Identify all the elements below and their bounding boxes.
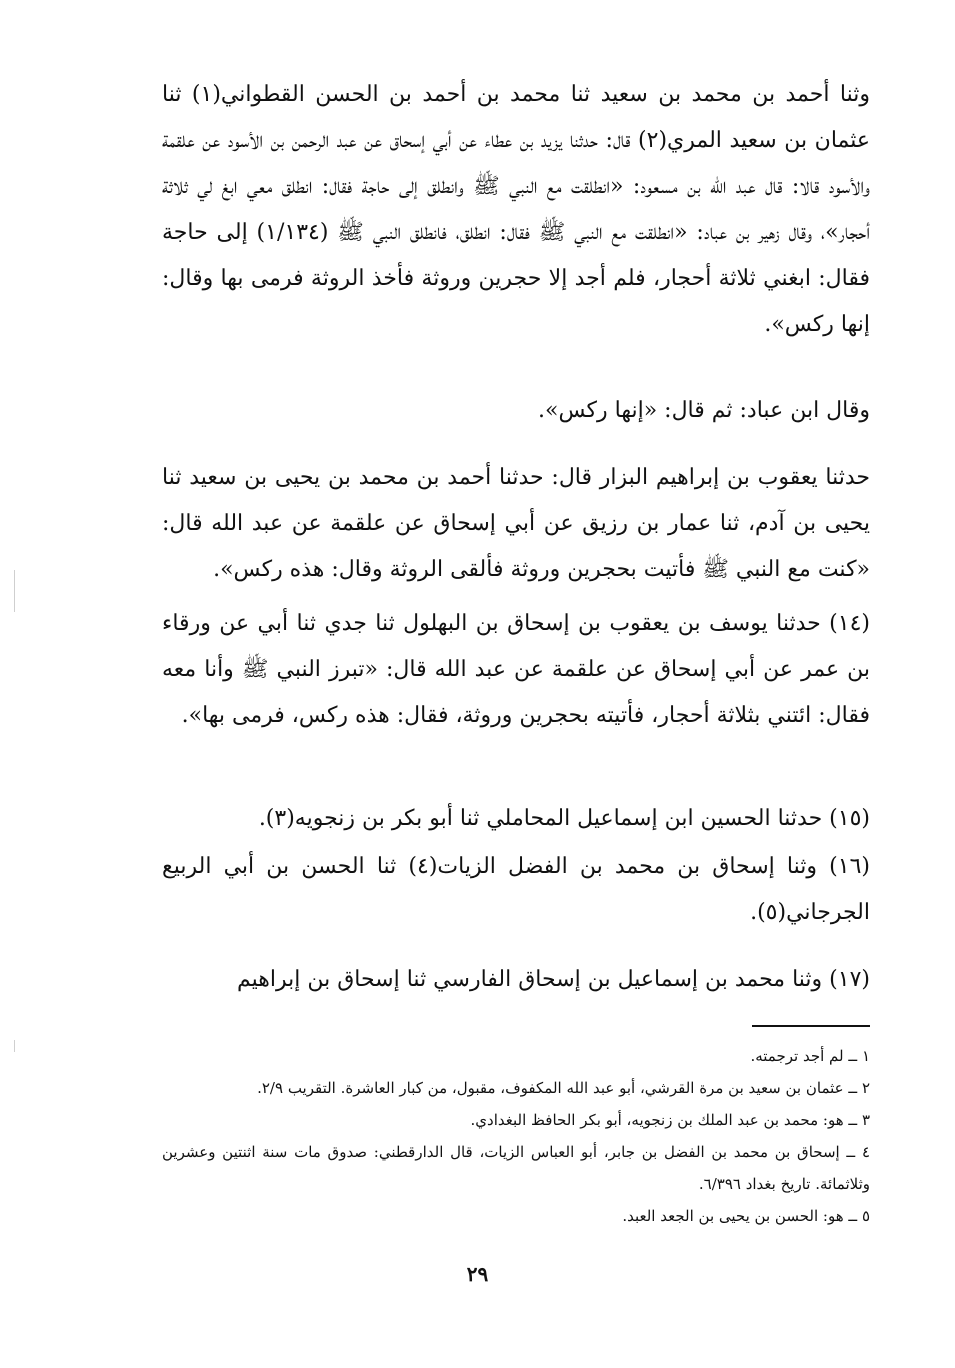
footnote-3: ٣ ــ هو: محمد بن عبد الملك بن زنجويه، أبو بكر الحافظ البغدادي. (470, 1111, 870, 1129)
paragraph-hadith-14: (١٤) حدثنا يوسف بن يعقوب بن إسحاق بن البهلول ثنا جدي ثنا أبي عن ورقاء بن عمر عن أبي إسحاق عن علقمة عن عبد الله قال: «تبرز النبي ﷺ وأنا معه فقال: ائتني بثلاثة أحجار، فأتيته بحجرين وروثة، فقال: هذه ركس، فرمى بها». (162, 611, 870, 728)
paragraph-ibn-abbad-note: وقال ابن عباد: ثم قال: «إنها ركس». (538, 398, 870, 423)
scan-edge-mark (14, 570, 15, 612)
footnote-separator (752, 1025, 870, 1027)
footnote-5: ٥ ــ هو: الحسن بن يحيى بن الجعد العبد. (622, 1207, 870, 1225)
paragraph-hadith-16: (١٦) وثنا إسحاق بن محمد بن الفضل الزيات(٤) ثنا الحسن بن أبي الربيع الجرجاني(٥). (162, 854, 870, 925)
scan-edge-mark (14, 1040, 15, 1052)
paragraph-hadith-15: (١٥) حدثنا الحسين ابن إسماعيل المحاملي ثنا أبو بكر بن زنجويه(٣). (258, 806, 870, 831)
footnote-1: ١ ــ لم أجد ترجمته. (750, 1047, 870, 1065)
paragraph-yaqub-bazzar: حدثنا يعقوب بن إبراهيم البزار قال: حدثنا أحمد بن محمد بن يحيى بن سعيد ثنا يحيى بن آدم، ثنا عمار بن رزيق عن أبي إسحاق عن علقمة عن عبد الله قال: «كنت مع النبي ﷺ فأتيت بحجرين وروثة فألقى الروثة وقال: هذه ركس». (162, 465, 870, 582)
paragraph-hadith-ibn-masud: وثنا أحمد بن محمد بن سعيد ثنا محمد بن أحمد بن الحسن القطواني(١) ثنا عثمان بن سعيد المري(٢) قال: حدثنا يزيد بن عطاء عن أبي إسحاق عن عبد الرحمن بن الأسود عن علقمة والأسود قالا: قال عبد الله بن مسعود: «انطلقت مع النبي ﷺ وانطلق إلى حاجة فقال: انطلق معي ابغ لي ثلاثة أحجار»، وقال زهير بن عباد: «انطلقت مع النبي ﷺ فقال: انطلق، فانطلق النبي ﷺ (١/١٣٤) إلى حاجة فقال: ابغني ثلاثة أحجار، فلم أجد إلا حجرين وروثة فأخذ الروثة فرمى بها وقال: إنها ركس». (162, 82, 871, 337)
page-number: ٢٩ (466, 1262, 489, 1286)
footnotes (162, 1040, 870, 1232)
footnote-2: ٢ ــ عثمان بن سعيد بن مرة القرشي، أبو عبد الله المكفوف، مقبول، من كبار العاشرة. التقريب ٢/٩. (257, 1079, 870, 1097)
footnote-4: ٤ ــ إسحاق بن محمد بن الفضل بن جابر، أبو العباس الزيات، قال الدارقطني: صدوق مات سنة اثنتين وعشرين وثلاثمائة. تاريخ بغداد ٦/٣٩٦. (162, 1143, 870, 1193)
paragraph-hadith-17: (١٧) وثنا محمد بن إسماعيل بن إسحاق الفارسي ثنا إسحاق بن إبراهيم (236, 967, 870, 992)
